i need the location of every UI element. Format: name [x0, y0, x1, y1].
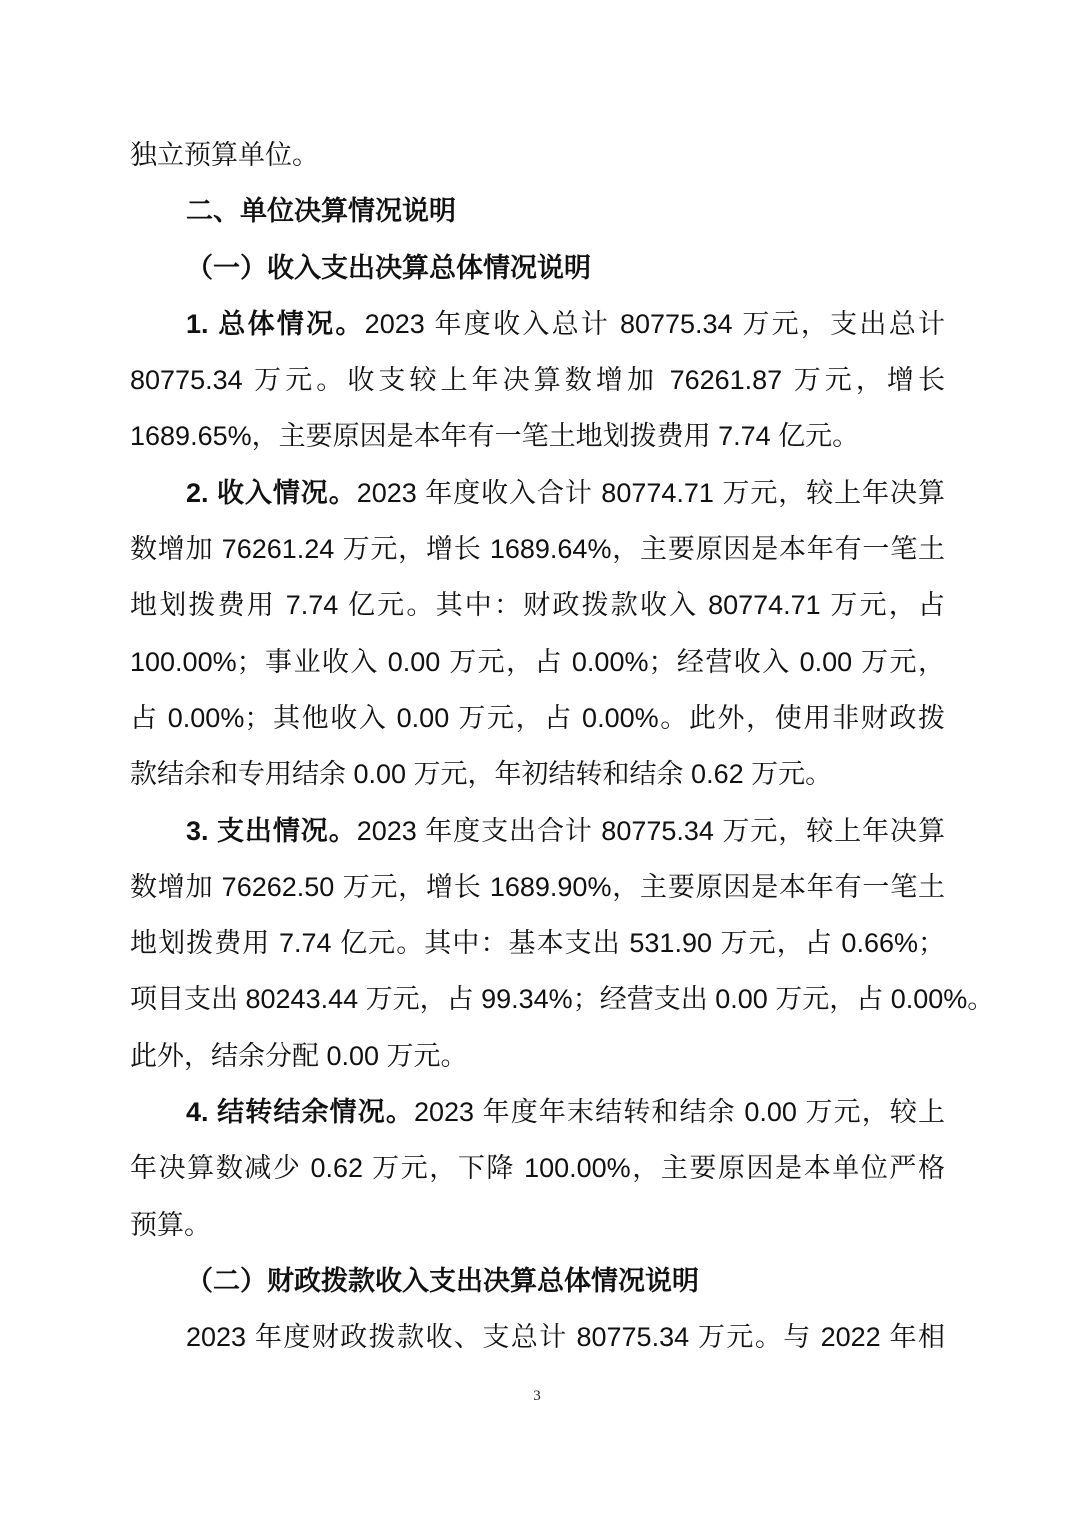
paragraph-lead: 4. 结转结余情况。 [186, 1097, 414, 1128]
document-body [130, 127, 995, 1366]
paragraph [130, 1309, 945, 1365]
paragraph-lead: 2. 收入情况。 [186, 477, 357, 508]
paragraph [130, 296, 945, 465]
text-line [130, 296, 945, 352]
section-heading [130, 183, 945, 239]
text-line [130, 1084, 945, 1140]
paragraph [130, 127, 945, 183]
text-line: 地划拨费用 7.74 亿元。其中：基本支出 531.90 万元，占 0.66%； [130, 928, 945, 959]
paragraph [130, 1084, 945, 1253]
text-line: 2023 年度财政拨款收、支总计 80775.34 万元。与 2022 年相 [186, 1322, 945, 1353]
text-line: 年决算数减少 0.62 万元，下降 100.00%，主要原因是本单位严格 [130, 1153, 945, 1184]
text-line: 项目支出 80243.44 万元，占 99.34%；经营支出 0.00 万元，占 0.00%。 [130, 984, 995, 1015]
text-line: 款结余和专用结余 0.00 万元，年初结转和结余 0.62 万元。 [130, 759, 833, 790]
line-text: 2023 年度收入总计 80775.34 万元，支出总计 [364, 308, 945, 339]
text-line: 此外，结余分配 0.00 万元。 [130, 1040, 468, 1071]
paragraph-lead: 3. 支出情况。 [186, 815, 357, 846]
paragraph-lead: 1. 总体情况。 [186, 308, 365, 339]
text-line: 数增加 76262.50 万元，增长 1689.90%，主要原因是本年有一笔土 [130, 871, 945, 902]
text-line: 80775.34 万元。收支较上年决算数增加 76261.87 万元，增长 [130, 365, 945, 396]
line-text: 2023 年度收入合计 80774.71 万元，较上年决算 [356, 477, 945, 508]
line-text: 2023 年度支出合计 80775.34 万元，较上年决算 [356, 815, 945, 846]
text-line [130, 465, 945, 521]
text-line: （二）财政拨款收入支出决算总体情况说明 [186, 1265, 699, 1296]
paragraph [130, 465, 945, 803]
text-line: 二、单位决算情况说明 [186, 196, 456, 227]
page-number: 3 [533, 1388, 541, 1404]
text-line: 预算。 [130, 1209, 211, 1240]
text-line: 独立预算单位。 [130, 140, 319, 170]
text-line: （一）收入支出决算总体情况说明 [186, 252, 591, 283]
section-heading [130, 1253, 945, 1309]
text-line: 地划拨费用 7.74 亿元。其中：财政拨款收入 80774.71 万元，占 [130, 590, 945, 621]
line-text: 2023 年度年末结转和结余 0.00 万元，较上 [413, 1097, 945, 1128]
text-line [130, 803, 945, 859]
text-line: 1689.65%，主要原因是本年有一笔土地划拨费用 7.74 亿元。 [130, 421, 860, 452]
text-line: 占 0.00%；其他收入 0.00 万元，占 0.00%。此外，使用非财政拨 [130, 702, 945, 733]
section-heading [130, 240, 945, 296]
text-line: 100.00%；事业收入 0.00 万元，占 0.00%；经营收入 0.00 万元， [130, 646, 945, 677]
paragraph [130, 803, 995, 1084]
text-line: 数增加 76261.24 万元，增长 1689.64%，主要原因是本年有一笔土 [130, 534, 945, 565]
